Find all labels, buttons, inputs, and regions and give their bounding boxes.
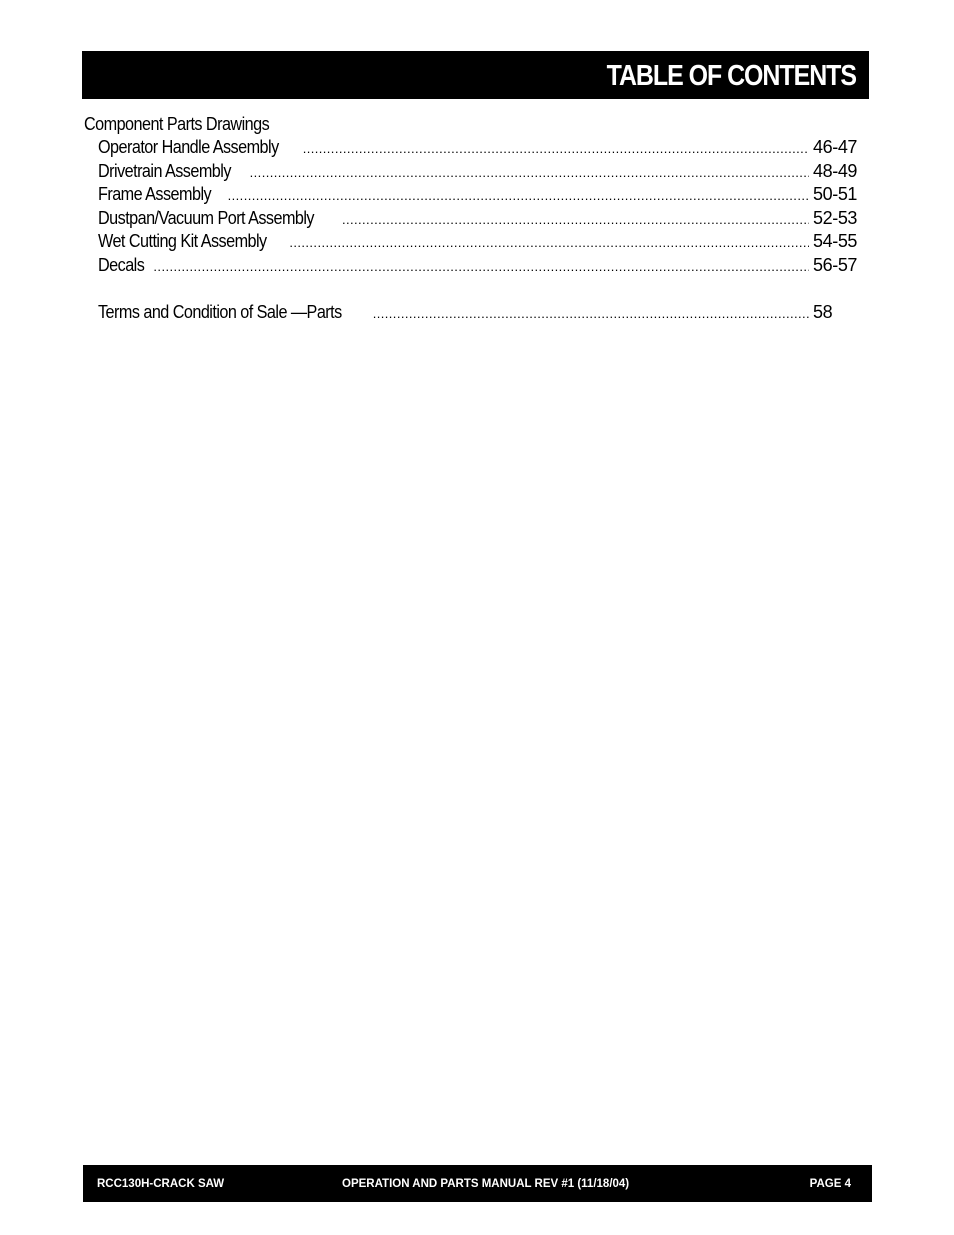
toc-entry[interactable]: [84, 183, 856, 207]
toc-section-heading: Component Parts Drawings: [84, 114, 270, 134]
toc-entry-page: 54-55: [813, 231, 858, 251]
toc-dot-leader: [303, 137, 809, 161]
toc-entry[interactable]: [84, 254, 856, 278]
toc-dot-leader: [228, 184, 809, 208]
toc-dot-leader: [250, 161, 809, 185]
toc-entry-page: 56-57: [813, 254, 858, 275]
toc-entry-label: Frame Assembly: [98, 184, 212, 204]
toc-spacer: [84, 277, 856, 301]
footer-manual-title: OPERATION AND PARTS MANUAL REV #1 (11/18/04): [342, 1178, 630, 1190]
toc-entry-label: Dustpan/Vacuum Port Assembly: [98, 207, 314, 228]
toc-entry[interactable]: [84, 160, 856, 184]
toc-entry-label: Terms and Condition of Sale —Parts: [98, 301, 342, 322]
toc-entry[interactable]: [84, 230, 856, 254]
toc-dot-leader: [289, 231, 809, 255]
toc-entry-page: 50-51: [813, 184, 858, 204]
toc-entry[interactable]: [84, 136, 856, 160]
toc-dot-leader: [153, 255, 809, 279]
toc-entry-label: Operator Handle Assembly: [98, 137, 279, 157]
toc-entry-page: 46-47: [813, 137, 858, 157]
toc-entry-label: Wet Cutting Kit Assembly: [98, 231, 267, 251]
page-title: TABLE OF CONTENTS: [606, 60, 856, 92]
page-header-bar: [82, 51, 869, 99]
footer-page-number: PAGE 4: [809, 1178, 851, 1190]
toc-entry-terms[interactable]: [84, 301, 856, 325]
toc-entry-label: Decals: [98, 254, 145, 275]
toc-dot-leader: [373, 302, 809, 326]
footer-model: RCC130H-CRACK SAW: [97, 1178, 225, 1190]
toc-entry-page: 52-53: [813, 207, 858, 228]
table-of-contents: [84, 113, 856, 324]
toc-entry[interactable]: [84, 207, 856, 231]
page-footer-bar: [83, 1165, 872, 1202]
toc-entry-page: 58: [813, 301, 833, 322]
toc-entry-label: Drivetrain Assembly: [98, 160, 231, 181]
toc-entry-page: 48-49: [813, 160, 858, 181]
toc-dot-leader: [342, 208, 809, 232]
